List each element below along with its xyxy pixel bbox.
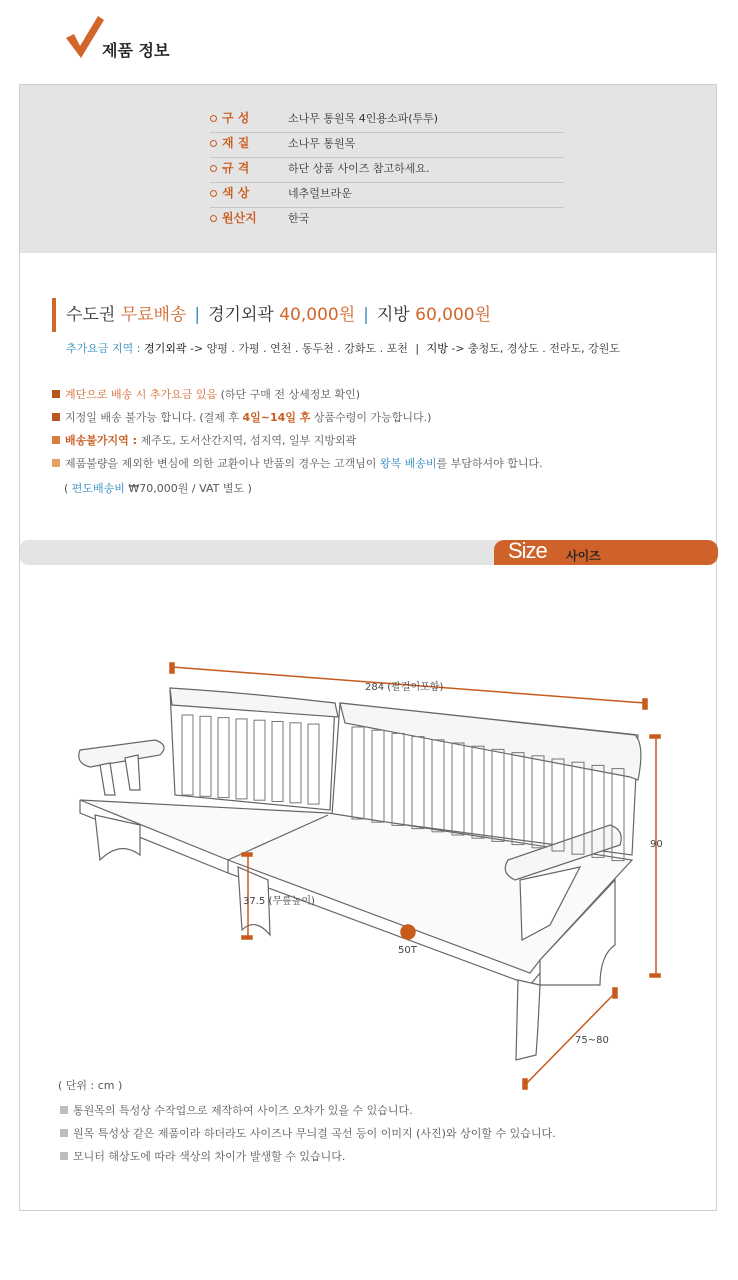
provinces-fee: 60,000원 [415, 305, 492, 325]
width-label: 284 (팔걸이포함) [365, 682, 444, 693]
sofa-illustration [79, 688, 641, 1060]
spec-label: 재 질 [222, 136, 250, 150]
spec-value: 네추럴브라운 [288, 187, 352, 200]
note-no-delivery [52, 432, 543, 455]
fee-label: 편도배송비 [71, 482, 125, 495]
spec-value: 소나무 통원목 [288, 137, 356, 150]
spec-value: 한국 [288, 212, 310, 225]
footer-note-text: 통원목의 특성상 수작업으로 제작하여 사이즈 오차가 있을 수 있습니다. [73, 1104, 413, 1117]
divider: | [363, 305, 369, 325]
footer-note-text: 원목 특성상 같은 제품이라 하더라도 사이즈나 무늬결 곡선 등이 이미지 (사진)와 상이할 수 있습니다. [73, 1127, 556, 1140]
circle-bullet-icon [210, 115, 217, 122]
size-banner [20, 540, 500, 565]
shipping-accent-bar [52, 298, 56, 332]
spec-row-color [210, 182, 564, 208]
extra-gyeonggi: 경기외곽 [143, 342, 187, 355]
seat-height-label: 37.5 (무릎높이) [243, 896, 315, 907]
spec-row-size [210, 157, 564, 183]
capital-fee: 무료배송 [120, 305, 187, 325]
note-stairs [52, 386, 543, 409]
spec-row-composition [210, 107, 564, 133]
spec-row-material [210, 132, 564, 158]
square-bullet-icon [60, 1129, 68, 1137]
footer-note [60, 1148, 556, 1171]
note-date [52, 409, 543, 432]
provinces-region: 지방 [376, 305, 410, 325]
footer-note-text: 모니터 해상도에 따라 색상의 차이가 발생할 수 있습니다. [73, 1150, 346, 1163]
extra-provinces-list: -> 충청도, 경상도 . 전라도, 강원도 [451, 342, 621, 355]
size-title: Size [508, 538, 547, 563]
note-date-tail: 상품수령이 가능합니다.) [310, 411, 432, 424]
gyeonggi-region: 경기외곽 [208, 305, 274, 325]
fee-value: ₩70,000원 / VAT 별도 ) [124, 482, 252, 495]
note-stairs-text: (하단 구매 전 상세정보 확인) [217, 388, 361, 401]
spec-value: 소나무 통원목 4인용소파(투투) [288, 112, 439, 125]
note-return-text: 제품불량을 제외한 변심에 의한 교환이나 반품의 경우는 고객님이 [65, 457, 380, 470]
extra-fee-regions [66, 340, 620, 356]
shipping-fees [66, 300, 491, 325]
size-title-kor: 사이즈 [566, 549, 601, 563]
circle-bullet-icon [210, 165, 217, 172]
square-bullet-icon [60, 1152, 68, 1160]
thickness-label: 50T [398, 945, 417, 956]
note-return-tail: 를 부담하셔야 합니다. [436, 457, 543, 470]
page-title: 제품 정보 [102, 41, 170, 60]
spec-row-origin [210, 207, 564, 232]
square-bullet-icon [52, 413, 60, 421]
height-label: 90 [650, 839, 663, 850]
square-bullet-icon [52, 436, 60, 444]
note-date-highlight: 4일~14일 후 [242, 411, 311, 424]
note-stairs-highlight: 계단으로 배송 시 추가요금 있음 [65, 388, 218, 401]
extra-gyeonggi-list: -> 양평 . 가평 . 연천 . 동두천 . 강화도 . 포천 [189, 342, 408, 355]
gyeonggi-fee: 40,000원 [279, 305, 356, 325]
spec-label: 구 성 [222, 111, 250, 125]
footer-note [60, 1125, 556, 1148]
square-bullet-icon [52, 390, 60, 398]
checkmark-icon [62, 14, 106, 60]
one-way-fee [64, 480, 252, 496]
footer-notes [60, 1102, 556, 1171]
circle-bullet-icon [210, 140, 217, 147]
note-date-text: 지정일 배송 불가능 합니다. (결제 후 [65, 411, 243, 424]
footer-note [60, 1102, 556, 1125]
note-no-delivery-label: 배송불가지역 : [65, 434, 137, 447]
square-bullet-icon [52, 459, 60, 467]
note-return [52, 455, 543, 478]
spec-label: 색 상 [222, 186, 250, 200]
spec-label: 원산지 [222, 211, 257, 225]
sofa-dimension-drawing [60, 655, 680, 1095]
note-return-highlight: 왕복 배송비 [379, 457, 437, 470]
delivery-notes [52, 386, 543, 478]
fee-open: ( [64, 482, 72, 495]
square-bullet-icon [60, 1106, 68, 1114]
circle-bullet-icon [210, 190, 217, 197]
capital-region: 수도권 [66, 305, 116, 325]
spec-value: 하단 상품 사이즈 참고하세요. [288, 162, 430, 175]
extra-provinces: 지방 [426, 342, 448, 355]
spec-panel [20, 85, 716, 253]
unit-label: ( 단위 : cm ) [58, 1079, 123, 1092]
circle-bullet-icon [210, 215, 217, 222]
note-no-delivery-text: 제주도, 도서산간지역, 섬지역, 일부 지방외곽 [136, 434, 357, 447]
extra-divider: | [415, 342, 420, 355]
depth-label: 75~80 [575, 1035, 609, 1046]
spec-label: 규 격 [222, 161, 250, 175]
divider: | [194, 305, 201, 325]
extra-fee-label: 추가요금 지역 : [66, 342, 141, 355]
